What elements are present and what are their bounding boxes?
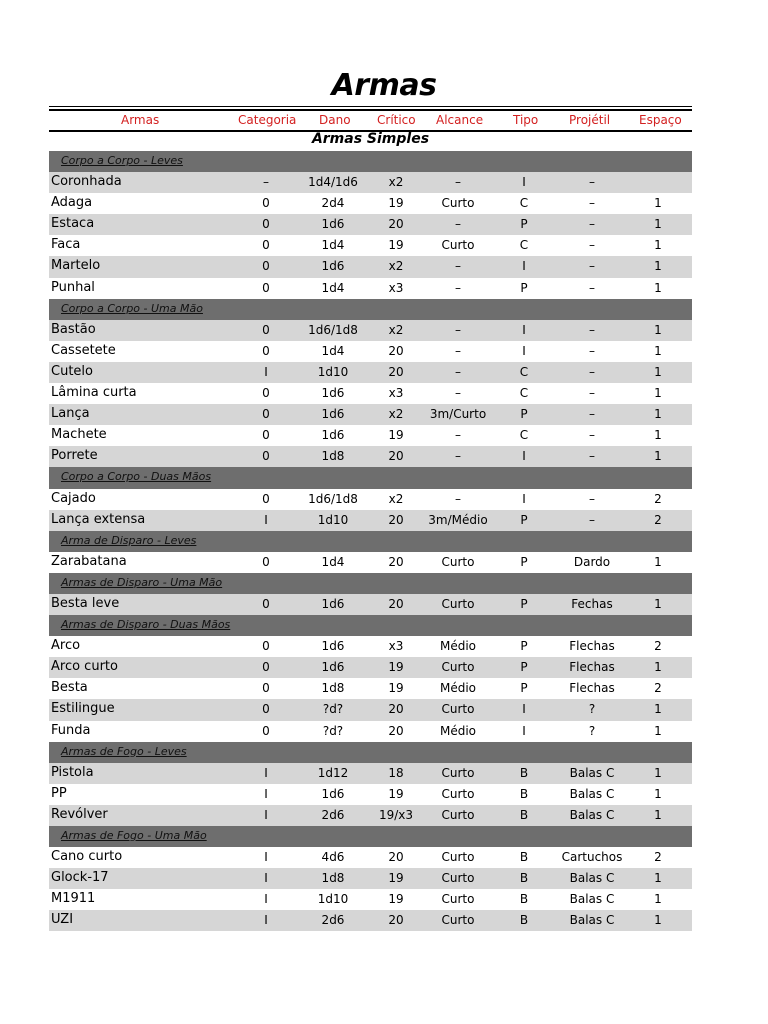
cell-value: – — [589, 364, 595, 379]
cell-value: x3 — [388, 386, 404, 401]
cell-value: Dardo — [573, 554, 611, 569]
cell-value: – — [589, 238, 595, 253]
cell-value: 1 — [654, 596, 662, 611]
cell-value: 3m/Médio — [428, 512, 488, 527]
cell-value: 19 — [388, 786, 404, 801]
cell-value: 0 — [262, 280, 270, 295]
cell-value: 1 — [654, 322, 662, 337]
cell-value: 20 — [388, 702, 404, 717]
cell-value: 1 — [654, 364, 662, 379]
cell-value: 0 — [262, 428, 270, 443]
cell-name: Adaga — [51, 195, 93, 211]
cell-value: I — [522, 702, 526, 717]
cell-value: P — [520, 660, 528, 675]
cell-value: P — [520, 639, 528, 654]
cell-value: Cartuchos — [561, 850, 623, 865]
cell-value: Curto — [441, 238, 475, 253]
cell-value: I — [264, 871, 268, 886]
cell-value: 1 — [654, 449, 662, 464]
category-label: Armas de Disparo - Duas Mãos — [61, 618, 231, 632]
cell-name: Machete — [51, 427, 107, 443]
table-row — [49, 889, 692, 910]
table-row — [49, 235, 692, 256]
cell-value: 0 — [262, 217, 270, 232]
cell-value: Curto — [441, 596, 475, 611]
cell-name: Cano curto — [51, 849, 123, 865]
table-row — [49, 763, 692, 784]
table-row — [49, 278, 692, 299]
cell-value: P — [520, 407, 528, 422]
header-alcance: Alcance — [436, 113, 484, 127]
table-row — [49, 784, 692, 805]
header-tipo: Tipo — [513, 113, 539, 127]
cell-value: I — [522, 175, 526, 190]
cell-value: 1d6 — [321, 786, 345, 801]
table-row — [49, 362, 692, 383]
cell-value: C — [519, 428, 529, 443]
cell-value: Balas C — [569, 892, 615, 907]
cell-value: 1 — [654, 786, 662, 801]
cell-value: – — [589, 407, 595, 422]
cell-value: 20 — [388, 343, 404, 358]
cell-value: C — [519, 386, 529, 401]
cell-name: Lâmina curta — [51, 385, 137, 401]
cell-value: – — [455, 343, 461, 358]
cell-value: 0 — [262, 196, 270, 211]
table-row — [49, 910, 692, 931]
cell-value: I — [264, 850, 268, 865]
cell-value: 0 — [262, 660, 270, 675]
cell-value: 0 — [262, 407, 270, 422]
cell-value: 1 — [654, 660, 662, 675]
cell-name: Pistola — [51, 764, 94, 780]
cell-value: I — [264, 892, 268, 907]
cell-value: 1d4 — [321, 238, 345, 253]
cell-value: I — [522, 723, 526, 738]
cell-value: x3 — [388, 639, 404, 654]
cell-value: 1d4 — [321, 343, 345, 358]
cell-value: Curto — [441, 892, 475, 907]
header-critico: Crítico — [377, 113, 416, 127]
cell-value: 0 — [262, 343, 270, 358]
cell-value: B — [519, 913, 529, 928]
cell-value: – — [455, 491, 461, 506]
table-row — [49, 594, 692, 615]
table-row — [49, 636, 692, 657]
cell-value: Flechas — [569, 639, 615, 654]
cell-value: 1 — [654, 428, 662, 443]
cell-value: 1 — [654, 871, 662, 886]
cell-value: 1d6 — [321, 259, 345, 274]
cell-value: 18 — [388, 765, 404, 780]
table-row — [49, 256, 692, 277]
cell-value: C — [519, 238, 529, 253]
cell-value: 1 — [654, 723, 662, 738]
cell-value: Curto — [441, 554, 475, 569]
cell-value: Fechas — [571, 596, 613, 611]
cell-value: Curto — [441, 786, 475, 801]
cell-value: 1 — [654, 554, 662, 569]
title-rule-top — [49, 106, 692, 107]
cell-name: Estilingue — [51, 701, 115, 717]
header-projetil: Projétil — [569, 113, 611, 127]
cell-value: – — [263, 175, 269, 190]
cell-value: I — [522, 322, 526, 337]
cell-value: 1d6 — [321, 639, 345, 654]
table-row — [49, 320, 692, 341]
category-label: Armas de Fogo - Leves — [61, 744, 187, 758]
cell-value: 0 — [262, 702, 270, 717]
cell-value: B — [519, 786, 529, 801]
cell-value: 19 — [388, 892, 404, 907]
cell-value: 19 — [388, 238, 404, 253]
cell-value: – — [455, 280, 461, 295]
table-header — [49, 111, 692, 130]
cell-value: Curto — [441, 702, 475, 717]
cell-value: 20 — [388, 449, 404, 464]
cell-value: 19 — [388, 428, 404, 443]
cell-value: 20 — [388, 913, 404, 928]
cell-value: 0 — [262, 259, 270, 274]
cell-name: Martelo — [51, 258, 101, 274]
cell-value: – — [589, 175, 595, 190]
table-row — [49, 657, 692, 678]
cell-value: Médio — [439, 639, 477, 654]
cell-value: Curto — [441, 765, 475, 780]
cell-value: 19 — [388, 660, 404, 675]
cell-value: – — [455, 217, 461, 232]
cell-name: Besta — [51, 680, 88, 696]
cell-value: – — [589, 512, 595, 527]
cell-name: PP — [51, 785, 67, 801]
cell-value: 1d8 — [321, 871, 345, 886]
category-label: Corpo a Corpo - Uma Mão — [61, 301, 203, 315]
table-row — [49, 699, 692, 720]
category-label: Arma de Disparo - Leves — [61, 533, 197, 547]
table-row — [49, 214, 692, 235]
cell-value: Balas C — [569, 871, 615, 886]
cell-value: – — [589, 428, 595, 443]
header-armas: Armas — [121, 113, 160, 127]
cell-value: 1d6 — [321, 407, 345, 422]
cell-value: 1d4 — [321, 554, 345, 569]
cell-value: C — [519, 196, 529, 211]
cell-value: I — [264, 786, 268, 801]
cell-value: 1 — [654, 892, 662, 907]
cell-value: B — [519, 871, 529, 886]
table-row — [49, 446, 692, 467]
category-row — [49, 826, 692, 847]
cell-value: – — [589, 322, 595, 337]
cell-value: 1d12 — [317, 765, 349, 780]
cell-value: 1 — [654, 807, 662, 822]
category-row — [49, 573, 692, 594]
category-label: Armas de Disparo - Uma Mão — [61, 575, 223, 589]
category-row — [49, 467, 692, 488]
cell-value: 1d10 — [317, 364, 349, 379]
cell-value: Médio — [439, 681, 477, 696]
cell-value: 1d6 — [321, 428, 345, 443]
cell-value: 20 — [388, 364, 404, 379]
cell-value: 1d6/1d8 — [308, 322, 358, 337]
cell-value: Flechas — [569, 660, 615, 675]
cell-value: Flechas — [569, 681, 615, 696]
cell-value: 0 — [262, 596, 270, 611]
cell-value: 1 — [654, 702, 662, 717]
cell-name: Coronhada — [51, 174, 122, 190]
cell-value: 0 — [262, 554, 270, 569]
cell-value: P — [520, 681, 528, 696]
cell-name: Besta leve — [51, 595, 120, 611]
cell-value: P — [520, 280, 528, 295]
cell-value: 1 — [654, 386, 662, 401]
category-row — [49, 151, 692, 172]
cell-value: 1d4 — [321, 280, 345, 295]
cell-name: Cutelo — [51, 363, 93, 379]
cell-value: P — [520, 217, 528, 232]
cell-value: – — [589, 343, 595, 358]
category-row — [49, 299, 692, 320]
cell-value: 19 — [388, 196, 404, 211]
cell-value: Curto — [441, 660, 475, 675]
table-row — [49, 847, 692, 868]
category-row — [49, 531, 692, 552]
cell-value: I — [522, 491, 526, 506]
cell-name: Lança — [51, 406, 90, 422]
cell-value: I — [264, 765, 268, 780]
cell-value: Médio — [439, 723, 477, 738]
header-dano: Dano — [319, 113, 351, 127]
cell-name: Punhal — [51, 279, 95, 295]
cell-value: 0 — [262, 386, 270, 401]
cell-value: 19/x3 — [378, 807, 414, 822]
cell-value: B — [519, 807, 529, 822]
cell-value: Curto — [441, 913, 475, 928]
cell-value: 2 — [654, 639, 662, 654]
cell-value: 20 — [388, 217, 404, 232]
cell-value: I — [264, 364, 268, 379]
cell-value: 0 — [262, 491, 270, 506]
cell-name: M1911 — [51, 891, 96, 907]
category-label: Corpo a Corpo - Duas Mãos — [61, 470, 212, 484]
cell-value: 0 — [262, 639, 270, 654]
cell-name: Faca — [51, 237, 81, 253]
cell-value: B — [519, 765, 529, 780]
cell-value: ?d? — [322, 723, 344, 738]
table-row — [49, 404, 692, 425]
cell-name: Cassetete — [51, 342, 116, 358]
table-row — [49, 489, 692, 510]
category-row — [49, 742, 692, 763]
cell-value: Balas C — [569, 765, 615, 780]
cell-value: 3m/Curto — [429, 407, 487, 422]
cell-name: Glock-17 — [51, 870, 109, 886]
cell-name: UZI — [51, 912, 74, 928]
cell-value: 1 — [654, 765, 662, 780]
cell-value: I — [522, 343, 526, 358]
cell-value: 1d6 — [321, 660, 345, 675]
cell-value: – — [589, 196, 595, 211]
cell-value: – — [455, 259, 461, 274]
cell-value: ? — [588, 702, 596, 717]
cell-value: x2 — [388, 322, 404, 337]
cell-value: Balas C — [569, 913, 615, 928]
cell-value: 2 — [654, 681, 662, 696]
cell-value: 1 — [654, 217, 662, 232]
cell-value: – — [455, 449, 461, 464]
cell-name: Estaca — [51, 216, 95, 232]
table-row — [49, 552, 692, 573]
cell-value: – — [455, 175, 461, 190]
cell-name: Porrete — [51, 448, 98, 464]
table-row — [49, 721, 692, 742]
cell-value: 1 — [654, 280, 662, 295]
cell-value: I — [264, 512, 268, 527]
cell-value: I — [264, 913, 268, 928]
cell-value: – — [455, 364, 461, 379]
cell-value: – — [589, 491, 595, 506]
cell-value: Curto — [441, 807, 475, 822]
cell-value: 4d6 — [321, 850, 345, 865]
cell-value: 1 — [654, 913, 662, 928]
cell-value: 1 — [654, 196, 662, 211]
table-row — [49, 678, 692, 699]
cell-value: 0 — [262, 322, 270, 337]
cell-value: Balas C — [569, 807, 615, 822]
cell-name: Bastão — [51, 321, 96, 337]
cell-value: C — [519, 364, 529, 379]
table-row — [49, 383, 692, 404]
cell-value: 19 — [388, 871, 404, 886]
table-row — [49, 510, 692, 531]
cell-value: – — [589, 280, 595, 295]
cell-value: 19 — [388, 681, 404, 696]
cell-value: 1d6/1d8 — [308, 491, 358, 506]
cell-name: Lança extensa — [51, 511, 146, 527]
cell-value: 1d6 — [321, 596, 345, 611]
cell-value: 1d10 — [317, 892, 349, 907]
cell-value: – — [589, 386, 595, 401]
cell-value: 2 — [654, 850, 662, 865]
cell-value: 1 — [654, 259, 662, 274]
cell-value: – — [589, 259, 595, 274]
cell-value: ? — [588, 723, 596, 738]
category-label: Corpo a Corpo - Leves — [61, 154, 183, 167]
cell-value: 1 — [654, 238, 662, 253]
cell-value: – — [455, 386, 461, 401]
cell-name: Zarabatana — [51, 553, 127, 569]
header-espaco: Espaço — [639, 113, 682, 127]
cell-value: 0 — [262, 238, 270, 253]
cell-value: 1d8 — [321, 681, 345, 696]
cell-value: 1d8 — [321, 449, 345, 464]
cell-value: B — [519, 892, 529, 907]
cell-value: P — [520, 596, 528, 611]
cell-value: x2 — [388, 491, 404, 506]
cell-value: 2d6 — [321, 913, 345, 928]
table-row — [49, 193, 692, 214]
cell-value: 2 — [654, 512, 662, 527]
category-label: Armas de Fogo - Uma Mão — [61, 829, 207, 842]
cell-value: 20 — [388, 850, 404, 865]
cell-value: 20 — [388, 723, 404, 738]
cell-name: Arco curto — [51, 659, 118, 675]
cell-value: – — [455, 428, 461, 443]
table-row — [49, 425, 692, 446]
cell-value: – — [589, 449, 595, 464]
table-row — [49, 341, 692, 362]
cell-value: 1d6 — [321, 217, 345, 232]
weapons-table — [49, 151, 692, 931]
header-categoria: Categoria — [238, 113, 297, 127]
cell-value: x2 — [388, 407, 404, 422]
cell-name: Arco — [51, 638, 81, 654]
cell-value: 20 — [388, 554, 404, 569]
table-row — [49, 805, 692, 826]
cell-value: 1 — [654, 343, 662, 358]
cell-value: x2 — [388, 175, 404, 190]
section-title: Armas Simples — [311, 131, 430, 147]
cell-value: Curto — [441, 850, 475, 865]
cell-value: 2d4 — [321, 196, 345, 211]
cell-value: 0 — [262, 723, 270, 738]
cell-value: P — [520, 554, 528, 569]
cell-value: 0 — [262, 449, 270, 464]
cell-value: 0 — [262, 681, 270, 696]
cell-value: 20 — [388, 512, 404, 527]
cell-value: I — [522, 449, 526, 464]
cell-value: I — [522, 259, 526, 274]
cell-value: x3 — [388, 280, 404, 295]
cell-value: 20 — [388, 596, 404, 611]
table-row — [49, 868, 692, 889]
cell-value: 1 — [654, 407, 662, 422]
cell-value: – — [455, 322, 461, 337]
cell-value: 1d6 — [321, 386, 345, 401]
cell-value: Curto — [441, 196, 475, 211]
cell-value: B — [519, 850, 529, 865]
category-row — [49, 615, 692, 636]
cell-value: 1d4/1d6 — [308, 175, 358, 190]
cell-name: Funda — [51, 722, 91, 738]
cell-value: Balas C — [569, 786, 615, 801]
cell-name: Revólver — [51, 806, 108, 822]
cell-value: x2 — [388, 259, 404, 274]
cell-value: Curto — [441, 871, 475, 886]
cell-value: 1d10 — [317, 512, 349, 527]
cell-name: Cajado — [51, 490, 96, 506]
cell-value: ?d? — [322, 702, 344, 717]
cell-value: 2 — [654, 491, 662, 506]
page-title: Armas — [331, 68, 437, 103]
table-row — [49, 172, 692, 193]
cell-value: I — [264, 807, 268, 822]
cell-value: 2d6 — [321, 807, 345, 822]
cell-value: – — [589, 217, 595, 232]
cell-value: P — [520, 512, 528, 527]
